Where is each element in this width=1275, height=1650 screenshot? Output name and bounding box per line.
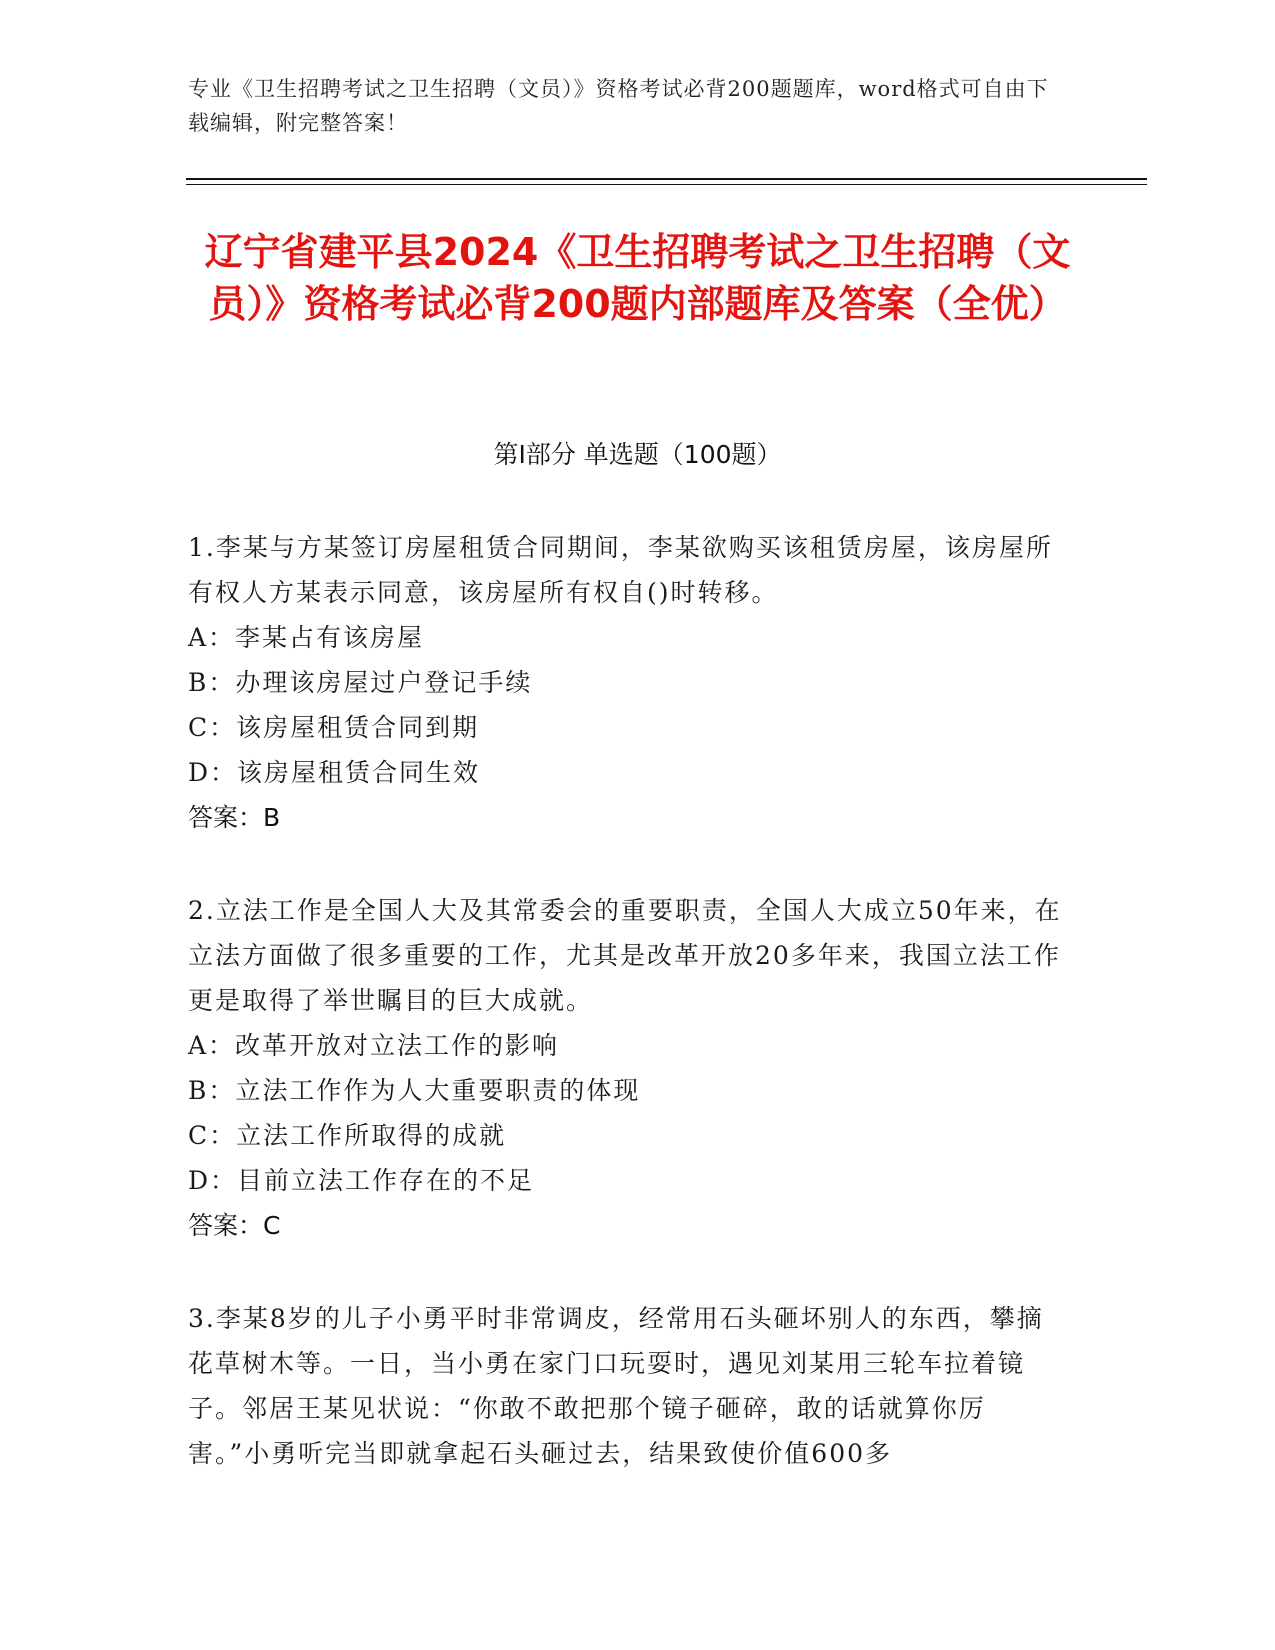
answer: 答案：C (188, 1211, 281, 1240)
option-c: C：立法工作所取得的成就 (188, 1121, 507, 1150)
header-rule-thick (186, 178, 1147, 180)
option-b: B：立法工作作为人大重要职责的体现 (188, 1076, 641, 1105)
option-d: D：目前立法工作存在的不足 (188, 1166, 535, 1195)
question-stem: 1.李某与方某签订房屋租赁合同期间，李某欲购买该租赁房屋，该房屋所有权人方某表示同意，该房屋所有权自()时转移。 (188, 533, 1053, 607)
question-3 (188, 1296, 1068, 1476)
option-c: C：该房屋租赁合同到期 (188, 713, 480, 742)
question-1 (188, 525, 1068, 840)
answer: 答案：B (188, 803, 281, 832)
option-d: D：该房屋租赁合同生效 (188, 758, 481, 787)
question-2 (188, 888, 1068, 1248)
document-title: 辽宁省建平县2024《卫生招聘考试之卫生招聘（文员）》资格考试必背200题内部题库及答案（全优） (204, 230, 1071, 326)
section-title: 第Ⅰ部分 单选题（100题） (493, 440, 782, 469)
question-stem: 3.李某8岁的儿子小勇平时非常调皮，经常用石头砸坏别人的东西，攀摘花草树木等。一日，当小勇在家门口玩耍时，遇见刘某用三轮车拉着镜子。邻居王某见状说：“你敢不敢把那个镜子砸碎，敢的话就算你厉害。”小勇听完当即就拿起石头砸过去，结果致使价值600多 (188, 1304, 1044, 1468)
header-note: 专业《卫生招聘考试之卫生招聘（文员）》资格考试必背200题题库，word格式可自由下载编辑，附完整答案！ (188, 77, 1049, 135)
question-list (188, 525, 1068, 1524)
option-b: B：办理该房屋过户登记手续 (188, 668, 533, 697)
option-a: A：改革开放对立法工作的影响 (188, 1031, 560, 1060)
header-rule-thin (186, 184, 1147, 185)
question-stem: 2.立法工作是全国人大及其常委会的重要职责，全国人大成立50年来，在立法方面做了很多重要的工作，尤其是改革开放20多年来，我国立法工作更是取得了举世瞩目的巨大成就。 (188, 896, 1062, 1015)
option-a: A：李某占有该房屋 (188, 623, 425, 652)
